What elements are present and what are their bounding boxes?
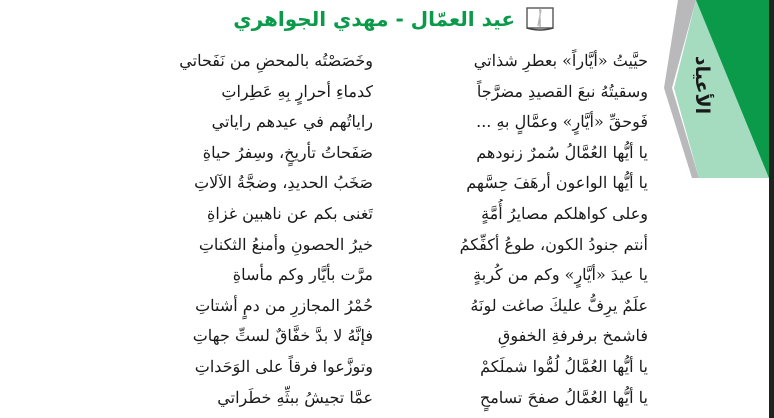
section-tab-label: الأعياد — [691, 55, 713, 115]
poem-second-hemistichs — [128, 46, 373, 413]
verse-first-half: فَوحقِّ «أيَّارٍ» وعمَّالٍ بهِ ... — [476, 112, 648, 132]
verse-second-half: وخَصَصْتُه بالمحضِ من نَفَحاتي — [179, 51, 373, 70]
verse-first-half: يا أيُّها الواعون أرهَفَ حِسَّهم — [466, 173, 648, 193]
verse-first-half: يا عيدَ «أيَّارٍ» وكم من كُربةٍ — [473, 265, 648, 285]
verse-second-half: تَغنى بكم عن ناهبين غزاةِ — [207, 203, 373, 223]
verse-second-half: عمَّا تجيشُ ببثِّهِ خطَراتي — [217, 387, 373, 407]
verse-second-half: صَخَبُ الحديدِ، وضجَّةُ الآلاتِ — [194, 173, 373, 193]
poem-first-hemistichs — [393, 46, 648, 413]
open-book-icon — [525, 6, 555, 32]
page-edge-bar — [769, 0, 774, 418]
verse-second-half: راياتُهم في عيدهم راياتي — [211, 112, 373, 132]
verse-second-half: خيرُ الحصونِ وأمنعُ الثكناتِ — [198, 234, 373, 254]
section-tab-label-box — [682, 40, 722, 130]
section-tab — [664, 0, 769, 180]
verse-second-half: فإنَّهُ لا بدَّ خفَّاقٌ لستِّ جهاتِ — [192, 326, 373, 346]
verse-first-half: فاشمخ برفرفةِ الخفوقِ — [497, 326, 648, 346]
verse-second-half: مرَّت بأيَّار وكم مأساةِ — [232, 265, 373, 285]
verse-first-half: يا أيُّها العُمَّالُ صفحَ تسامحٍ — [479, 387, 648, 407]
verse-second-half: حُمْرُ المجازرِ من دمٍ أشتاتِ — [195, 295, 373, 315]
poem-header — [230, 4, 555, 34]
verse-first-half: حيَّيتُ «أيَّاراً» بعطرِ شذاتي — [473, 51, 648, 70]
verse-second-half: وتوزَّعوا فرقاً على الوَحَداتِ — [194, 356, 373, 376]
verse-second-half: صَفَحاتُ تأريخٍ، وسِفرُ حياةِ — [202, 142, 373, 162]
verse-first-half: علَمٌ يرِفُّ عليكَ صاغت لونَهُ — [470, 295, 648, 315]
verse-first-half: وسقيتُهُ نبعَ القصيدِ مضرَّجاً — [476, 81, 648, 101]
poem-title: عيد العمّال - مهدي الجواهري — [233, 7, 515, 31]
verse-first-half: يا أيُّها العُمَّالُ لُمُّوا شملَكمْ — [480, 356, 648, 376]
verse-first-half: أنتم جنودُ الكون، طوعُ أكفِّكمُ — [459, 234, 648, 254]
verse-first-half: يا أيُّها العُمَّالُ سُمرٌ زنودهم — [476, 142, 648, 162]
verse-first-half: وعلى كواهلكم مصايرُ أُمَّةٍ — [481, 203, 648, 223]
verse-second-half: كدماءِ أحرارٍ بِهِ عَطِراتِ — [221, 81, 373, 101]
poem-body — [128, 46, 648, 413]
